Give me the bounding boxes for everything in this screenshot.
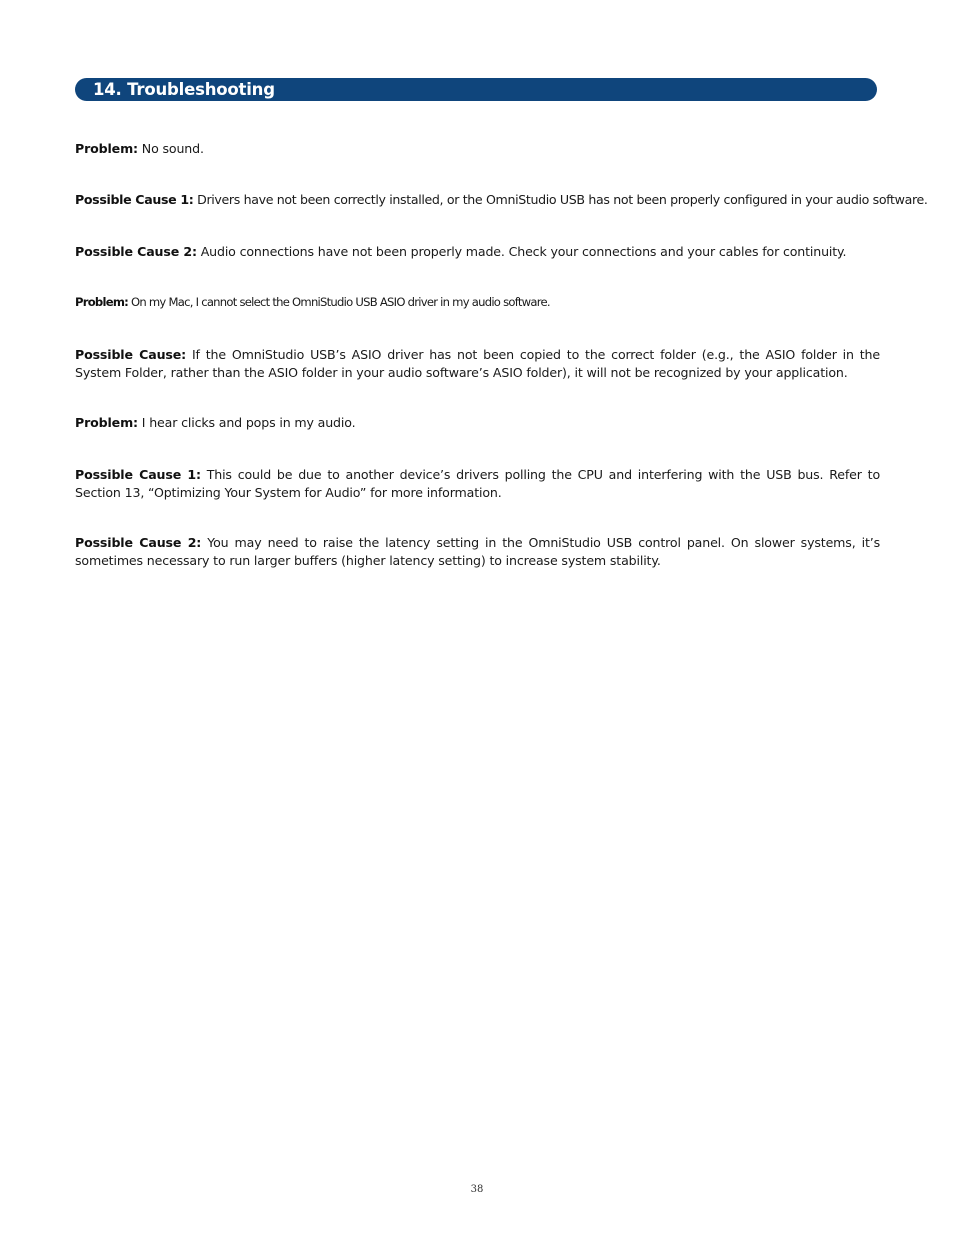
entry-label: Problem: — [75, 295, 129, 309]
entry-text: I hear clicks and pops in my audio. — [141, 415, 356, 430]
problem-3-cause-1 — [75, 466, 880, 501]
problem-2-cause — [75, 346, 880, 381]
entry-text: You may need to raise the latency setting in the OmniStudio USB control panel. On slower systems, it’s sometimes necessary to run larger buffers (higher latency setting) to increase system stability. — [75, 535, 881, 568]
entry-label: Problem: — [75, 141, 138, 156]
problem-1-cause-1 — [75, 191, 928, 209]
problem-3 — [75, 414, 880, 432]
problem-2 — [75, 294, 880, 312]
entry-label: Possible Cause 2: — [75, 244, 197, 259]
entry-label: Possible Cause 2: — [75, 535, 202, 550]
entry-text: On my Mac, I cannot select the OmniStudio USB ASIO driver in my audio software. — [130, 295, 550, 309]
problem-1-cause-2 — [75, 243, 880, 261]
entry-label: Problem: — [75, 415, 138, 430]
entry-text: Audio connections have not been properly made. Check your connections and your cables for continuity. — [200, 244, 847, 259]
section-title: 14. Troubleshooting — [93, 80, 275, 99]
page-number: 38 — [470, 1184, 484, 1195]
entry-label: Possible Cause: — [75, 347, 187, 362]
section-header — [75, 78, 877, 101]
entry-text: No sound. — [141, 141, 204, 156]
entry-text: If the OmniStudio USB’s ASIO driver has not been copied to the correct folder (e.g., the ASIO folder in the System Folder, rather than the ASIO folder in your audio software’s ASIO folder), it will not be recognized by your application. — [75, 347, 880, 380]
problem-1 — [75, 140, 880, 158]
entry-text: Drivers have not been correctly installed, or the OmniStudio USB has not been properly configured in your audio software. — [197, 192, 928, 207]
entry-text: This could be due to another device’s drivers polling the CPU and interfering with the USB bus. Refer to Section 13, “Optimizing Your System for Audio” for more information. — [75, 467, 880, 500]
problem-3-cause-2 — [75, 534, 880, 569]
entry-label: Possible Cause 1: — [75, 467, 201, 482]
entry-label: Possible Cause 1: — [75, 192, 194, 207]
